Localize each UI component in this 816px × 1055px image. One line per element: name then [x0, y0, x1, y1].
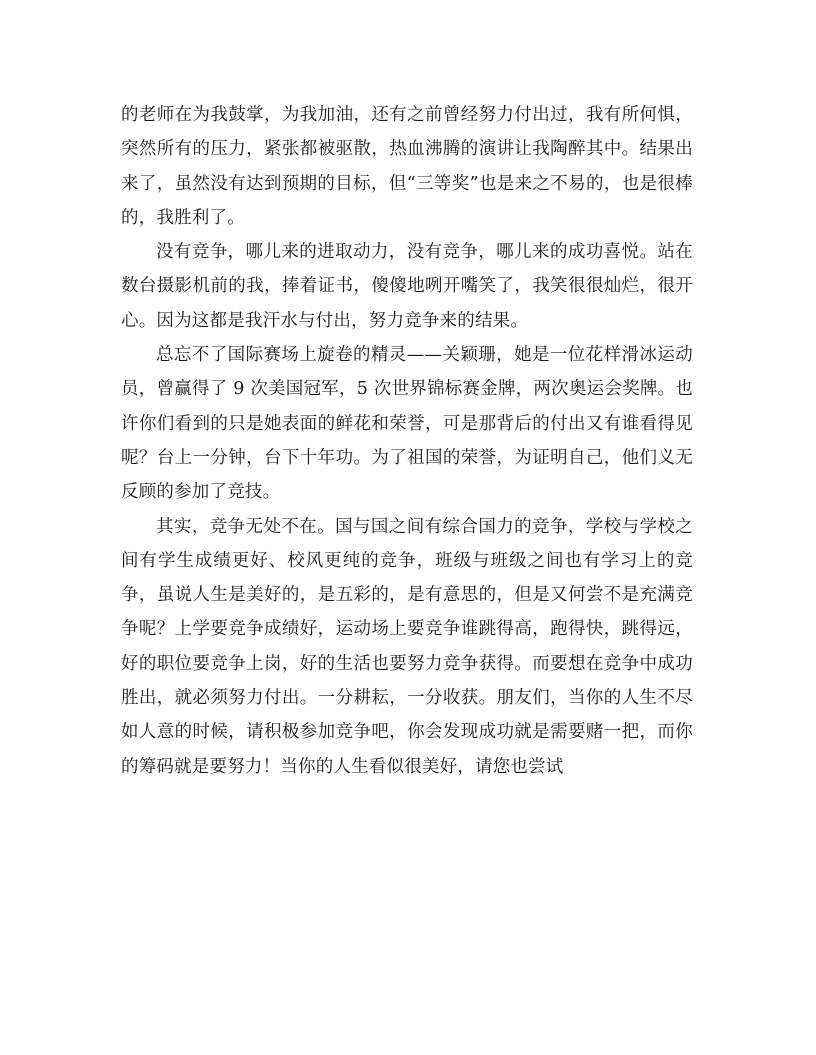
- document-body: [121, 95, 693, 784]
- paragraph: 其实，竞争无处不在。国与国之间有综合国力的竞争，学校与学校之间有学生成绩更好、校风更纯的竞争，班级与班级之间也有学习上的竞争，虽说人生是美好的，是五彩的，是有意思的，但是又何尝不是充满竞争呢？上学要竞争成绩好，运动场上要竞争谁跳得高，跑得快，跳得远，好的职位要竞争上岗，好的生活也要努力竞争获得。而要想在竞争中成功胜出，就必须努力付出。一分耕耘，一分收获。朋友们，当你的人生不尽如人意的时候，请积极参加竞争吧，你会发现成功就是需要赌一把，而你的筹码就是要努力！当你的人生看似很美好，请您也尝试: [121, 516, 693, 777]
- paragraph: 没有竞争，哪儿来的进取动力，没有竞争，哪儿来的成功喜悦。站在数台摄影机前的我，捧着证书，傻傻地咧开嘴笑了，我笑很很灿烂，很开心。因为这都是我汗水与付出，努力竞争来的结果。: [121, 242, 693, 331]
- paragraph: 总忘不了国际赛场上旋卷的精灵——关颖珊，她是一位花样滑冰运动员，曾赢得了 9 次美国冠军，5 次世界锦标赛金牌，两次奥运会奖牌。也许你们看到的只是她表面的鲜花和荣誉，可是那背后的付出又有谁看得见呢？台上一分钟，台下十年功。为了祖国的荣誉，为证明自己，他们义无反顾的参加了竞技。: [121, 345, 693, 503]
- paragraph-continuation: 的老师在为我鼓掌，为我加油，还有之前曾经努力付出过，我有所何惧，突然所有的压力，紧张都被驱散，热血沸腾的演讲让我陶醉其中。结果出来了，虽然没有达到预期的目标，但“三等奖”也是来之不易的，也是很棒的，我胜利了。: [121, 105, 693, 228]
